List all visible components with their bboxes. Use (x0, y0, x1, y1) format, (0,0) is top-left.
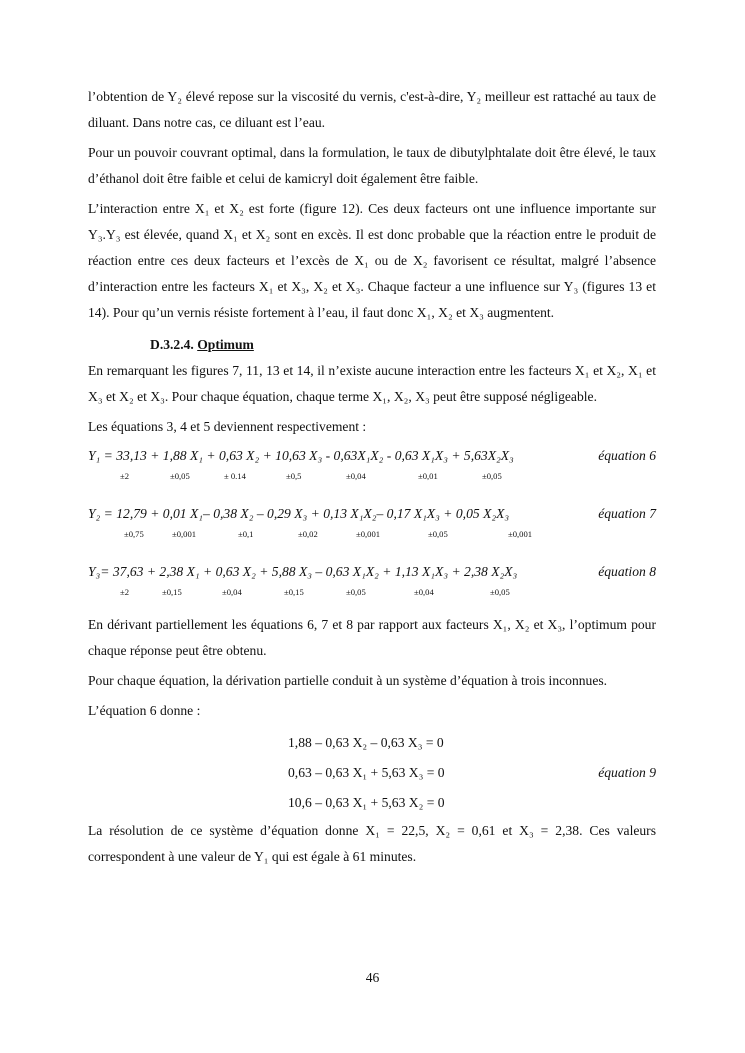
equation-6-errors (88, 468, 656, 488)
error-term: ±0,1 (238, 529, 254, 539)
section-title: Optimum (197, 337, 254, 352)
error-term: ±0,05 (482, 471, 502, 481)
equation-7-label: équation 7 (598, 506, 656, 521)
error-term: ±2 (120, 471, 130, 481)
equation-8-errors (88, 584, 656, 604)
error-term: ±0,001 (508, 529, 533, 539)
paragraph-viscosity: l’obtention de Y₂ élevé repose sur la viscosité du vernis, c'est-à-dire, Y₂ meilleur est rattaché au taux de diluant. Dans notre cas, ce diluant est l’eau. (88, 89, 656, 130)
paragraph-system: Pour chaque équation, la dérivation partielle conduit à un système d’équation à trois inconnues. (88, 673, 608, 688)
section-number: D.3.2.4. (150, 337, 198, 352)
equation-7 (88, 502, 656, 526)
error-term: ±0,05 (170, 471, 190, 481)
equation-8 (88, 560, 656, 584)
error-term: ±0,04 (414, 587, 434, 597)
equation-9-label: équation 9 (598, 765, 656, 780)
paragraph-resolution: La résolution de ce système d’équation donne X₁ = 22,5, X₂ = 0,61 et X₃ = 2,38. Ces valeurs correspondent à une valeur de Y₁ qui est égale à 61 minutes. (88, 823, 656, 864)
equation-6 (88, 444, 656, 468)
equation-8-label: équation 8 (598, 564, 656, 579)
error-term: ±0,05 (428, 529, 448, 539)
error-term: ±0,001 (172, 529, 197, 539)
system-line-2 (88, 758, 656, 788)
error-term: ± 0.14 (224, 471, 246, 481)
error-term: ±0,15 (284, 587, 304, 597)
system-equation: 0,63 – 0,63 X₁ + 5,63 X₃ = 0 (288, 765, 445, 780)
equation-7-text: Y₂ = 12,79 + 0,01 X₁– 0,38 X₂ – 0,29 X₃ + 0,13 X₁X₂– 0,17 X₁X₃ + 0,05 X₂X₃ (88, 506, 510, 521)
error-term: ±0,15 (162, 587, 182, 597)
error-term: ±0,05 (346, 587, 366, 597)
equation-6-text: Y₁ = 33,13 + 1,88 X₁ + 0,63 X₂ + 10,63 X₃ - 0,63X₁X₂ - 0,63 X₁X₃ + 5,63X₂X₃ (88, 448, 514, 463)
error-term: ±0,5 (286, 471, 302, 481)
system-line-3 (88, 788, 656, 818)
paragraph-equations-intro: Les équations 3, 4 et 5 deviennent respectivement : (88, 419, 367, 434)
error-term: ±0,001 (356, 529, 381, 539)
error-term: ±0,02 (298, 529, 318, 539)
paragraph-figures: En remarquant les figures 7, 11, 13 et 14, il n’existe aucune interaction entre les facteurs X₁ et X₂, X₁ et X₃ et X₂ et X₃. Pour chaque équation, chaque terme X₁, X₂, X₃ peut être supposé négligeable. (88, 363, 656, 404)
system-equation: 1,88 – 0,63 X₂ – 0,63 X₃ = 0 (288, 735, 444, 750)
system-equation: 10,6 – 0,63 X₁ + 5,63 X₂ = 0 (288, 795, 445, 810)
section-heading (88, 332, 656, 358)
equation-6-label: équation 6 (598, 448, 656, 463)
page-body (88, 84, 656, 874)
error-term: ±0,75 (124, 529, 144, 539)
equation-7-errors (88, 526, 656, 546)
paragraph-covering-power: Pour un pouvoir couvrant optimal, dans la formulation, le taux de dibutylphtalate doit être élevé, le taux d’éthanol doit être faible et celui de kamicryl doit également être faible. (88, 145, 656, 186)
paragraph-equation-6-gives: L’équation 6 donne : (88, 703, 201, 718)
system-line-1 (88, 728, 656, 758)
equation-8-text: Y₃= 37,63 + 2,38 X₁ + 0,63 X₂ + 5,88 X₃ – 0,63 X₁X₂ + 1,13 X₁X₃ + 2,38 X₂X₃ (88, 564, 518, 579)
error-term: ±0,01 (418, 471, 438, 481)
error-term: ±0,05 (490, 587, 510, 597)
paragraph-interaction: L’interaction entre X₁ et X₂ est forte (figure 12). Ces deux facteurs ont une influence importante sur Y₃.Y₃ est élevée, quand X₁ et X₂ sont en excès. Il est donc probable que la réaction entre le produit de réaction entre ces deux facteurs et l’excès de X₁ ou de X₂ favorisent ce résultat, malgré l’absence d’interaction entre les facteurs X₁ et X₃, X₂ et X₃. Chaque facteur a une influence sur Y₃ (figures 13 et 14). Pour qu’un vernis résiste fortement à l’eau, il faut donc X₁, X₂ et X₃ augmentent. (88, 201, 656, 320)
page-number: 46 (365, 970, 380, 985)
paragraph-derivation: En dérivant partiellement les équations 6, 7 et 8 par rapport aux facteurs X₁, X₂ et X₃, l’optimum pour chaque réponse peut être obtenu. (88, 617, 656, 658)
error-term: ±2 (120, 587, 130, 597)
error-term: ±0,04 (222, 587, 242, 597)
error-term: ±0,04 (346, 471, 366, 481)
